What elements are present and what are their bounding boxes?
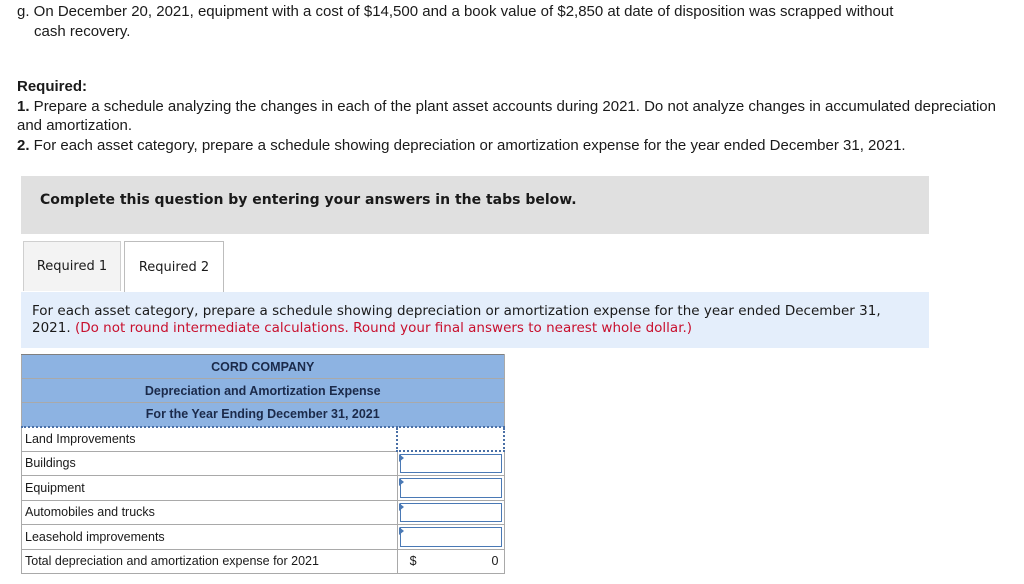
input-flag-icon (399, 527, 404, 535)
required-item-2-text: For each asset category, prepare a schedule showing depreciation or amortization expense for the year ended December 31, 2021. (29, 136, 906, 154)
row-label-automobiles-and-trucks: Automobiles and trucks (22, 500, 398, 525)
input-flag-icon (399, 478, 404, 486)
row-label-leasehold-improvements: Leasehold improvements (22, 525, 398, 550)
question-prompt (21, 292, 929, 348)
table-row (22, 451, 505, 476)
required-item-1-number: 1. (17, 97, 30, 115)
prompt-text: For each asset category, prepare a schedule showing depreciation or amortization expense for the year ended December 31, 2021. (32, 303, 881, 336)
problem-item-g (17, 2, 1017, 42)
schedule-title: Depreciation and Amortization Expense (22, 379, 505, 403)
tab-required-1[interactable]: Required 1 (23, 241, 121, 291)
amount-input-leasehold-improvements[interactable] (400, 527, 502, 547)
schedule-header-period-row (22, 403, 505, 427)
instruction-text: Complete this question by entering your answers in the tabs below. (40, 192, 577, 208)
prompt-rounding-note: (Do not round intermediate calculations. Round your final answers to nearest whole dollar.) (74, 320, 693, 336)
required-item-1-text: Prepare a schedule analyzing the changes in each of the plant asset accounts during 2021. Do not analyze changes in accumulated depreciation and amortization. (17, 97, 996, 134)
row-label-total: Total depreciation and amortization expense for 2021 (22, 549, 398, 574)
amount-cell-buildings (397, 451, 504, 476)
amount-cell-leasehold-improvements (397, 525, 504, 550)
amount-cell-automobiles-and-trucks (397, 500, 504, 525)
instruction-bar (21, 176, 929, 234)
table-row (22, 525, 505, 550)
required-title: Required: (17, 78, 88, 95)
tab-required-2[interactable]: Required 2 (124, 241, 224, 293)
amount-input-land-improvements[interactable] (397, 427, 504, 452)
row-label-equipment: Equipment (22, 476, 398, 501)
total-amount-cell (397, 549, 504, 574)
input-flag-icon (399, 454, 404, 462)
problem-item-g-line2: cash recovery. (34, 23, 131, 40)
table-row-total (22, 549, 505, 574)
row-label-buildings: Buildings (22, 451, 398, 476)
amount-cell-equipment (397, 476, 504, 501)
schedule-header-company-row (22, 355, 505, 379)
amount-input-buildings[interactable] (400, 454, 502, 473)
schedule-header-title-row (22, 379, 505, 403)
required-item-1 (17, 97, 1022, 136)
currency-symbol: $ (409, 553, 417, 568)
required-item-2 (17, 136, 1022, 156)
problem-item-g-line1: g. On December 20, 2021, equipment with a cost of $14,500 and a book value of $2,850 at date of disposition was scrapped without (17, 3, 894, 20)
required-section (17, 77, 1022, 155)
table-row (22, 427, 505, 452)
amount-input-equipment[interactable] (400, 478, 502, 498)
total-amount-value: 0 (491, 553, 499, 568)
depreciation-schedule-table (21, 354, 505, 574)
amount-input-automobiles-and-trucks[interactable] (400, 503, 502, 523)
prompt-paragraph (32, 303, 922, 337)
schedule-period: For the Year Ending December 31, 2021 (22, 403, 505, 427)
schedule-company-name: CORD COMPANY (22, 355, 505, 379)
required-item-2-number: 2. (17, 136, 30, 154)
row-label-land-improvements: Land Improvements (22, 427, 398, 452)
table-row (22, 500, 505, 525)
table-row (22, 476, 505, 501)
input-flag-icon (399, 503, 404, 511)
